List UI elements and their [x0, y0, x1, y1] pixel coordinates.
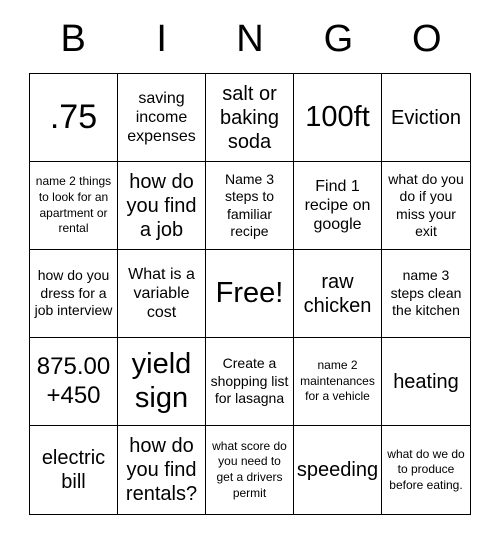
bingo-cell[interactable] [382, 74, 470, 162]
bingo-cell-text: saving income expenses [127, 89, 196, 146]
bingo-cell-text: Free! [215, 276, 284, 309]
bingo-cell-text: what do you do if you miss your exit [388, 170, 464, 239]
bingo-cell-text: 100ft [305, 100, 370, 133]
bingo-cell[interactable] [206, 426, 294, 514]
bingo-cell[interactable] [294, 162, 382, 250]
bingo-cell-text: speeding [296, 459, 379, 481]
bingo-cell-text: electric bill [41, 447, 106, 493]
bingo-cell-text: what do we do to produce before eating. [387, 446, 465, 492]
bingo-cell-text: raw chicken [303, 270, 372, 317]
bingo-cell-text: yield sign [131, 348, 192, 414]
bingo-cell-text: how do you find a job [126, 170, 197, 241]
bingo-cell[interactable] [206, 338, 294, 426]
bingo-cell-text: what score do you need to get a drivers permit [212, 438, 287, 500]
bingo-cell[interactable] [206, 250, 294, 338]
bingo-cell-text: how do you find rentals? [125, 435, 198, 505]
bingo-cell-text: .75 [49, 97, 98, 136]
bingo-cell[interactable] [206, 162, 294, 250]
bingo-cell[interactable] [294, 250, 382, 338]
header-letter-b: B [60, 18, 86, 60]
bingo-cell-text: 875.00 +450 [36, 352, 111, 409]
bingo-cell[interactable] [30, 426, 118, 514]
bingo-cell-text: Name 3 steps to familiar recipe [224, 170, 275, 239]
bingo-cell-text: heating [393, 370, 459, 393]
bingo-cell-text: name 2 maintenances for a vehicle [300, 358, 375, 404]
bingo-cell-text: Create a shopping list for lasagna [210, 355, 289, 407]
bingo-cell[interactable] [294, 338, 382, 426]
bingo-cell[interactable] [294, 426, 382, 514]
bingo-cell-text: name 2 things to look for an apartment or rental [35, 174, 112, 236]
bingo-cell-text: salt or baking soda [220, 82, 279, 153]
bingo-cell-text: What is a variable cost [128, 265, 195, 322]
bingo-cell[interactable] [294, 74, 382, 162]
bingo-cell-text: how do you dress for a job interview [34, 267, 113, 319]
bingo-cell[interactable] [382, 426, 470, 514]
bingo-cell[interactable] [118, 74, 206, 162]
bingo-header [29, 0, 471, 74]
bingo-cell[interactable] [206, 74, 294, 162]
bingo-cell[interactable] [118, 162, 206, 250]
bingo-board [29, 73, 471, 515]
bingo-cell-text: name 3 steps clean the kitchen [390, 267, 462, 319]
bingo-cell[interactable] [382, 338, 470, 426]
bingo-cell[interactable] [118, 426, 206, 514]
bingo-cell-text: Eviction [390, 106, 462, 129]
header-letter-g: G [323, 18, 354, 60]
bingo-cell[interactable] [30, 162, 118, 250]
bingo-cell[interactable] [118, 250, 206, 338]
bingo-cell[interactable] [30, 74, 118, 162]
header-letter-i: I [156, 18, 167, 60]
bingo-cell-text: Find 1 recipe on google [304, 177, 371, 234]
bingo-cell[interactable] [382, 162, 470, 250]
header-letter-o: O [412, 18, 442, 60]
bingo-cell[interactable] [382, 250, 470, 338]
bingo-cell[interactable] [30, 338, 118, 426]
bingo-cell[interactable] [118, 338, 206, 426]
header-letter-n: N [236, 18, 264, 60]
bingo-cell[interactable] [30, 250, 118, 338]
